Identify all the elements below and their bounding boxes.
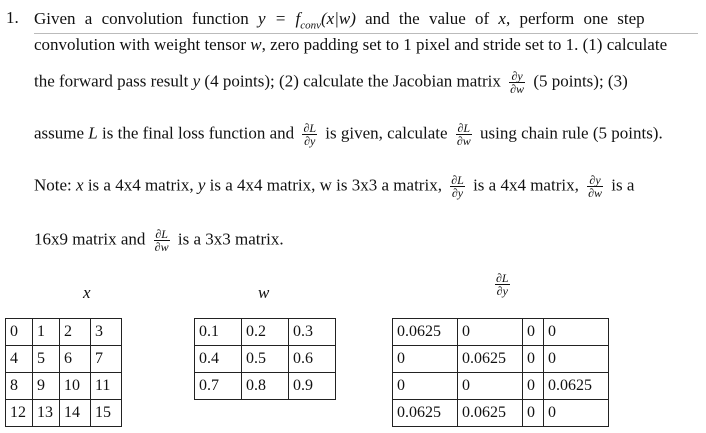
w-matrix-table [194, 318, 336, 400]
text-segment: (5 points); (3) [533, 71, 628, 91]
table-cell: 5 [33, 346, 60, 373]
problem-line-6 [34, 228, 698, 253]
table-cell: 0 [458, 319, 523, 346]
text-segment: Given a convolution function [34, 9, 249, 28]
text-segment: is a 4x4 matrix, [473, 175, 579, 195]
var-x: x [498, 9, 506, 28]
table-cell: 0 [544, 319, 609, 346]
table-cell: 15 [91, 400, 122, 427]
table-cell: 14 [60, 400, 91, 427]
var-x: x [76, 175, 84, 195]
table-row [6, 319, 122, 346]
problem-line-3 [34, 70, 698, 95]
table-cell: 0 [393, 346, 458, 373]
table-cell: 0.6 [289, 346, 336, 373]
text-segment: is given, calculate [325, 123, 448, 143]
text-segment: is a 3x3 matrix. [177, 229, 284, 249]
table-cell: 9 [33, 373, 60, 400]
text-segment: the forward pass result [34, 71, 189, 91]
table-cell: 7 [91, 346, 122, 373]
table-cell: 0.0625 [544, 373, 609, 400]
table-cell: 3 [91, 319, 122, 346]
text-segment: assume [34, 123, 85, 143]
table-cell: 0 [544, 346, 609, 373]
table-row [6, 373, 122, 400]
table-cell: 0 [523, 346, 544, 373]
text-segment: using chain rule (5 points). [480, 123, 663, 143]
text-segment: is a 4x4 matrix, w is 3x3 a matrix, [209, 175, 442, 195]
table-cell: 0.5 [242, 346, 289, 373]
table-cell: 0.8 [242, 373, 289, 400]
table-cell: 2 [60, 319, 91, 346]
text-segment: is the final loss function and [102, 123, 295, 143]
fraction-dL-dw: $\frac{\partial L}{\partial w}$ [154, 227, 169, 254]
table-cell: 8 [6, 373, 33, 400]
table-cell: 0.0625 [393, 400, 458, 427]
var-w: w [250, 35, 262, 54]
dLdy-matrix-table [392, 318, 609, 427]
fraction-dy-dw: $\frac{\partial y}{\partial w}$ [510, 69, 525, 96]
text-segment: , perform one step [505, 9, 645, 28]
problem-number: 1. [6, 8, 19, 27]
table-cell: 4 [6, 346, 33, 373]
table-cell: 0.4 [195, 346, 242, 373]
table-cell: 0 [458, 373, 523, 400]
text-segment: and the value of [365, 9, 490, 28]
w-table-label: w [258, 283, 270, 302]
fraction-dy-dw: $\frac{\partial y}{\partial w}$ [588, 173, 603, 200]
table-cell: 1 [33, 319, 60, 346]
table-cell: 0 [393, 373, 458, 400]
table-row [195, 373, 336, 400]
text-segment: Note: [34, 175, 72, 195]
table-row [393, 346, 609, 373]
table-cell: 0.3 [289, 319, 336, 346]
text-segment: 16x9 matrix and [34, 229, 146, 249]
text-segment: is a 4x4 matrix, [87, 175, 194, 195]
table-row [393, 400, 609, 427]
table-cell: 0.2 [242, 319, 289, 346]
table-cell: 0 [523, 373, 544, 400]
fraction-dL-dy: $\frac{\partial L}{\partial y}$ [303, 121, 317, 148]
table-cell: 0.0625 [393, 319, 458, 346]
problem-line-5 [34, 174, 698, 199]
table-cell: 0.0625 [458, 400, 523, 427]
fraction-dL-dw: $\frac{\partial L}{\partial w}$ [456, 121, 471, 148]
table-cell: 0 [523, 319, 544, 346]
problem-line-4 [34, 122, 698, 147]
text-segment: , zero padding set to 1 pixel and stride set to 1. (1) calculate [261, 35, 668, 54]
table-cell: 0 [6, 319, 33, 346]
function-expression: $y = f_{conv}(x|w)$ [257, 9, 356, 32]
table-row [393, 373, 609, 400]
table-row [6, 346, 122, 373]
table-cell: 0.0625 [458, 346, 523, 373]
table-cell: 12 [6, 400, 33, 427]
problem-line-1 [34, 8, 698, 36]
x-matrix-table [5, 318, 122, 427]
table-cell: 11 [91, 373, 122, 400]
var-y: y [192, 71, 201, 91]
table-cell: 0.1 [195, 319, 242, 346]
table-row [393, 319, 609, 346]
table-cell: 0 [544, 400, 609, 427]
var-L: L [88, 123, 98, 143]
table-cell: 6 [60, 346, 91, 373]
table-row [195, 346, 336, 373]
table-cell: 0.7 [195, 373, 242, 400]
x-table-label: x [83, 283, 91, 302]
text-segment: (4 points); (2) calculate the Jacobian matrix [204, 71, 501, 91]
problem-line-2 [34, 34, 698, 56]
dLdy-table-label: ∂L ∂y [496, 271, 509, 298]
table-cell: 0 [523, 400, 544, 427]
table-cell: 13 [33, 400, 60, 427]
table-cell: 10 [60, 373, 91, 400]
table-row [195, 319, 336, 346]
var-y: y [197, 175, 206, 195]
text-segment: convolution with weight tensor [34, 35, 247, 54]
table-cell: 0.9 [289, 373, 336, 400]
fraction-dL-dy: $\frac{\partial L}{\partial y}$ [451, 173, 464, 200]
text-segment: is a [611, 175, 635, 195]
table-row [6, 400, 122, 427]
